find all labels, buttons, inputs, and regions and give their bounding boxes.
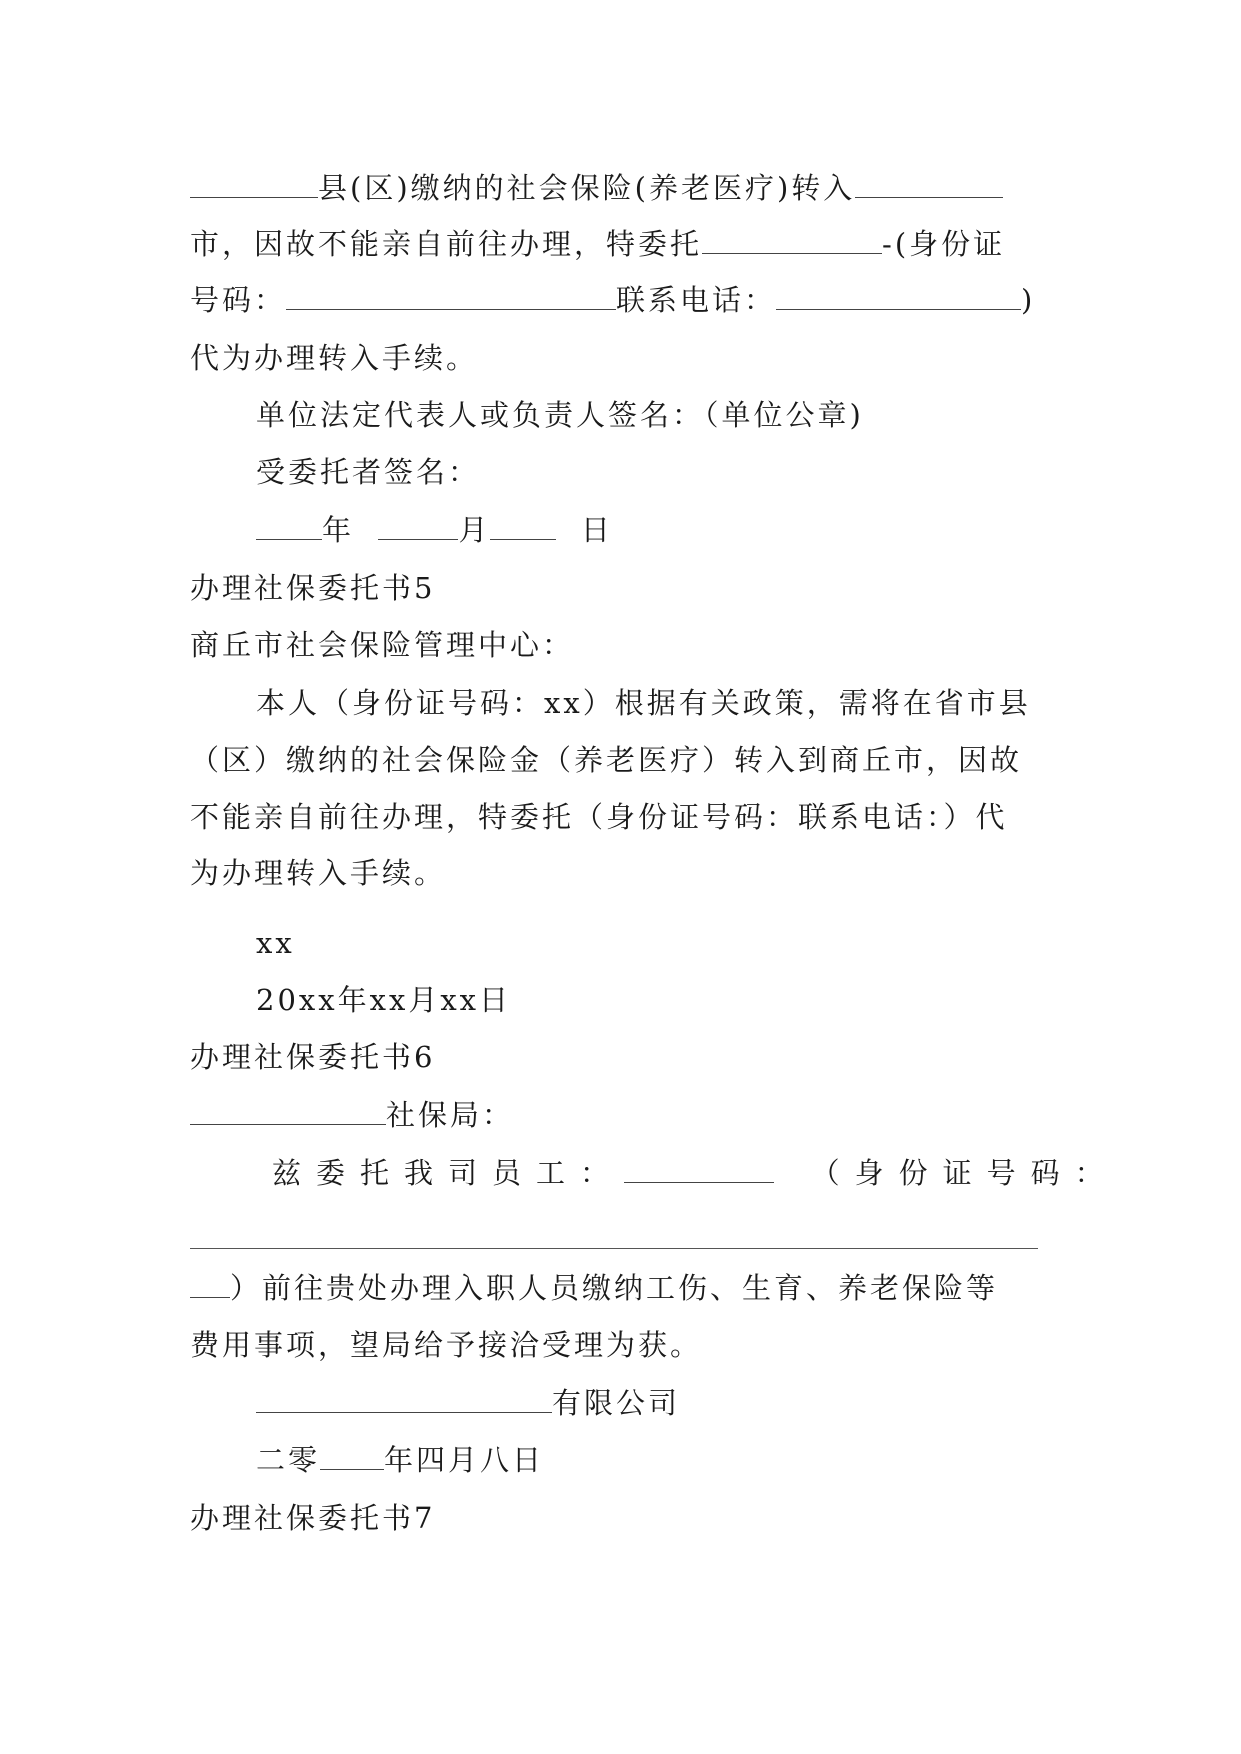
letter4-text: 市，因故不能亲自前往办理，特委托 — [190, 227, 703, 261]
letter5-body-4: 为办理转入手续。 — [190, 856, 447, 890]
company-label: 有限公司 — [552, 1386, 681, 1420]
id-number-label: （身份证号码： — [810, 1156, 1119, 1190]
agent-signature: 受委托者签名： — [256, 455, 481, 489]
year-label: 年 — [322, 513, 355, 547]
id-number-label: 号码： — [190, 283, 287, 317]
id-tail-blank[interactable] — [190, 1269, 230, 1298]
day-blank[interactable] — [490, 511, 556, 540]
letter5-date: 20xx年xx月xx日 — [256, 983, 512, 1017]
id-number-blank[interactable] — [286, 281, 616, 310]
letter6-date — [256, 1440, 1116, 1480]
letter5-addressee: 商丘市社会保险管理中心： — [190, 628, 575, 662]
letter5-body-2: （区）缴纳的社会保险金（养老医疗）转入到商丘市，因故 — [190, 743, 1023, 777]
day-label: 日 — [580, 513, 613, 547]
letter7-title: 办理社保委托书7 — [190, 1501, 436, 1535]
letter4-line-3 — [190, 280, 1050, 320]
year-blank[interactable] — [256, 511, 322, 540]
letter5-title: 办理社保委托书5 — [190, 571, 436, 605]
phone-blank[interactable] — [776, 281, 1021, 310]
legal-rep-signature: 单位法定代表人或负责人签名：（单位公章) — [256, 398, 864, 432]
id-number-rule[interactable] — [190, 1248, 1038, 1249]
letter4-date — [256, 510, 1116, 550]
date-prefix: 二零 — [256, 1443, 321, 1477]
letter4-text: 县(区)缴纳的社会保险(养老医疗)转入 — [318, 171, 856, 205]
year-blank[interactable] — [320, 1441, 384, 1470]
letter4-line-4: 代为办理转入手续。 — [190, 341, 479, 375]
month-label: 月 — [458, 513, 491, 547]
letter4-line-2 — [190, 224, 1050, 264]
date-suffix: 年四月八日 — [384, 1443, 545, 1477]
county-blank[interactable] — [190, 169, 318, 198]
letter6-body-3: 费用事项，望局给予接洽受理为获。 — [190, 1328, 703, 1362]
addressee-label: 社保局： — [386, 1098, 515, 1132]
city-blank[interactable] — [855, 169, 1003, 198]
letter6-body-2 — [190, 1268, 1050, 1308]
letter6-company — [256, 1383, 1116, 1423]
letter5-signer: xx — [256, 926, 295, 960]
body-text: ）前往贵处办理入职人员缴纳工伤、生育、养老保险等 — [230, 1271, 999, 1305]
letter5-body-3: 不能亲自前往办理，特委托（身份证号码：联系电话：）代 — [190, 800, 1008, 834]
letter5-body-1: 本人（身份证号码：xx）根据有关政策，需将在省市县 — [256, 686, 1031, 720]
letter6-body-1 — [272, 1153, 1132, 1193]
letter4-text: -(身份证 — [882, 227, 1006, 261]
letter4-text: ) — [1021, 283, 1036, 317]
agent-name-blank[interactable] — [702, 225, 882, 254]
letter6-title: 办理社保委托书6 — [190, 1040, 436, 1074]
phone-label: 联系电话： — [616, 283, 777, 317]
letter6-addressee — [190, 1095, 1050, 1135]
employee-blank[interactable] — [624, 1154, 774, 1183]
company-blank[interactable] — [256, 1384, 552, 1413]
month-blank[interactable] — [378, 511, 458, 540]
letter4-line-1 — [190, 168, 1050, 208]
delegation-text: 兹委托我司员工： — [272, 1156, 625, 1190]
bureau-blank[interactable] — [190, 1096, 386, 1125]
